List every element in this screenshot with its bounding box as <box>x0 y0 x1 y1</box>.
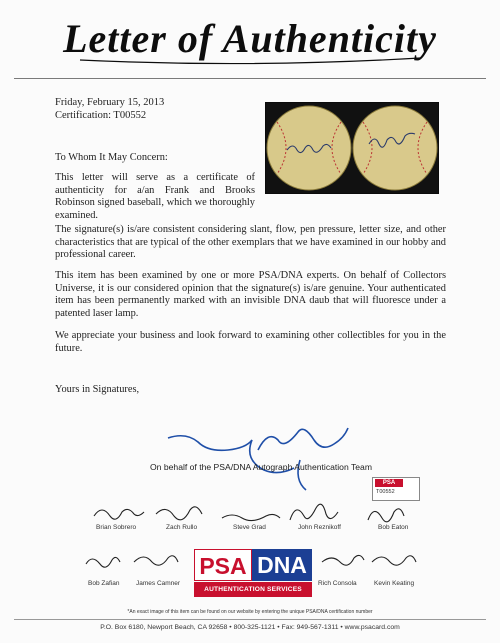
item-photos <box>265 102 439 194</box>
letter-meta <box>55 96 164 122</box>
logo-dna: DNA <box>252 549 312 581</box>
letter-paragraph-1: This letter will serve as a certificate of authenticity for a/an Frank and Brooks Robinson signed baseball, which we thoroughly examined. <box>55 172 255 221</box>
psa-dna-logo <box>194 549 312 599</box>
signer-name: Kevin Keating <box>374 580 415 587</box>
authentication-team-label: On behalf of the PSA/DNA Autograph Authentication Team <box>150 462 372 472</box>
logo-psa: PSA <box>194 549 252 581</box>
signer-name: Steve Grad <box>233 524 266 531</box>
blue-signatures <box>168 428 348 490</box>
letter-paragraph-4: We appreciate your business and look forward to examining other collectibles for you in the future. <box>55 330 446 354</box>
letter-title <box>60 6 440 70</box>
signer-name: Rich Consola <box>318 580 357 587</box>
signer-name: John Reznikoff <box>298 524 341 531</box>
signer-name: Bob Eaton <box>378 524 409 531</box>
letter-paragraph-3: This item has been examined by one or more PSA/DNA experts. On behalf of Collectors Universe, it is our considered opinion that the signature(s) is/are genuine. Your authenticated item has been permanently marked with an invisible DNA daub that will fluoresce under a patented laser lamp. <box>55 270 446 319</box>
certification-number: Certification: T00552 <box>55 110 147 121</box>
letter-greeting: To Whom It May Concern: <box>55 152 168 163</box>
signer-name: Bob Zafian <box>88 580 120 587</box>
letter-date: Friday, February 15, 2013 <box>55 97 165 108</box>
footer-rule <box>14 619 486 620</box>
footer-note: *An exact image of this item can be found on our website by entering the unique PSA/DNA certification number <box>127 609 373 615</box>
letter-closing: Yours in Signatures, <box>55 384 140 395</box>
letter-title-graphic <box>60 6 440 70</box>
certification-tag-number: T00552 <box>376 489 395 495</box>
signer-name: Zach Rullo <box>166 524 198 531</box>
certification-tag-brand: PSA <box>375 479 403 487</box>
baseball-photo-1 <box>266 103 352 193</box>
footer-address: P.O. Box 6180, Newport Beach, CA 92658 • 800-325-1121 • Fax: 949-567-1311 • www.psacard.com <box>100 624 400 631</box>
signer-name: James Camner <box>136 580 181 587</box>
baseball-photo-2 <box>352 103 438 193</box>
certification-tag <box>372 477 420 501</box>
logo-subtitle: AUTHENTICATION SERVICES <box>194 582 312 597</box>
letter-title-text: Letter of Authenticity <box>63 16 437 61</box>
letter-paragraph-2: The signature(s) is/are consistent considering slant, flow, pen pressure, letter size, and other characteristics that are typical of the other exemplars that we have examined in our hobby and professional career. <box>55 224 446 261</box>
signer-name: Brian Sobrero <box>96 524 137 531</box>
header-rule <box>14 78 486 79</box>
